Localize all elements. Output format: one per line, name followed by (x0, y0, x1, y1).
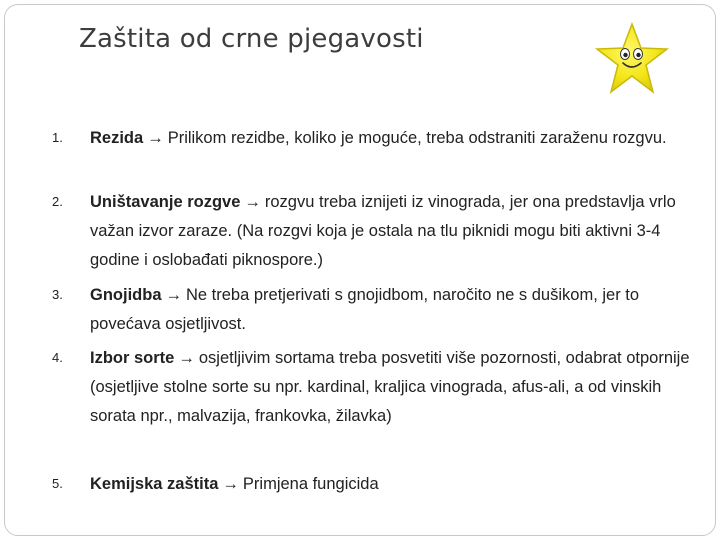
item-keyword: Gnojidba (90, 286, 162, 304)
item-text (90, 188, 690, 275)
item-keyword: Kemijska zaštita (90, 475, 219, 493)
right-arrow-icon: → (165, 286, 182, 304)
item-number: 4. (52, 350, 63, 365)
right-arrow-icon: → (178, 349, 195, 367)
slide-title: Zaštita od crne pjegavosti (79, 24, 424, 54)
item-number: 2. (52, 194, 63, 209)
item-description: rozgvu treba iznijeti iz vinograda, jer ona predstavlja vrlo važan izvor zaraze. (Na rozgvi koja je ostala na tlu piknidi mogu biti aktivni 3-4 godine i oslobađati piknospore.) (90, 193, 676, 269)
item-description: Prilikom rezidbe, koliko je moguće, treba odstraniti zaraženu rozgvu. (167, 129, 667, 147)
item-description: Primjena fungicida (242, 475, 379, 493)
item-number: 5. (52, 476, 63, 491)
item-text (90, 124, 690, 153)
item-keyword: Uništavanje rozgve (90, 193, 241, 211)
item-description: osjetljivim sortama treba posvetiti više pozornosti, odabrat otpornije (osjetljive stolne sorte su npr. kardinal, kraljica vinograda, afus-ali, a od vinskih sorata npr., malvazija, frankovka, žilavka) (90, 349, 690, 425)
right-arrow-icon: → (244, 193, 261, 211)
item-text (90, 281, 690, 339)
item-keyword: Rezida (90, 129, 144, 147)
item-keyword: Izbor sorte (90, 349, 175, 367)
item-number: 1. (52, 130, 63, 145)
item-description: Ne treba pretjerivati s gnojidbom, naročito ne s dušikom, jer to povećava osjetljivost. (90, 286, 640, 333)
right-arrow-icon: → (147, 129, 164, 147)
smiling-star-icon (594, 22, 670, 96)
item-text (90, 470, 690, 499)
item-number: 3. (52, 287, 63, 302)
right-arrow-icon: → (222, 475, 239, 493)
item-text (90, 344, 690, 431)
